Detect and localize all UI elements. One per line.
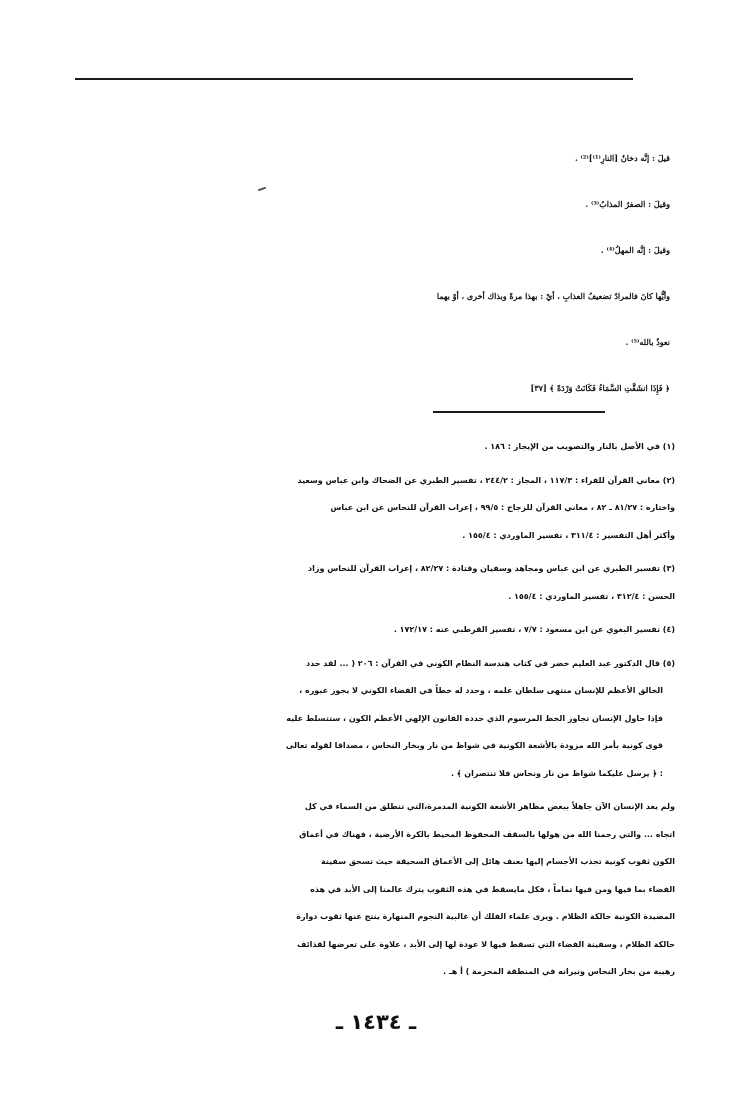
footnote-line: الفضاء بما فيها ومن فيها تماماً ، فكل مايسقط في هذه الثقوب يترك عالمنا إلى الأبد في هذه xyxy=(310,884,675,894)
footnote-separator xyxy=(433,411,605,413)
footnote-line: المصيدة الكونية حالكة الظلام . ويرى علماء الفلك أن غالبية النجوم المنهارة ينتج عنها ثقوب دوارة xyxy=(296,912,675,921)
footnote-line: الكون ثقوب كونية تجذب الأجسام إليها بعنف هائل إلى الأعماق السحيقة حيث تسحق سفينة xyxy=(321,857,675,866)
footnote-line: اتجاه ... والتي رحمنا الله من هولها بالسقف المحفوظ المحيط بالكرة الأرضية ، فهناك في أعماق xyxy=(299,829,675,839)
footnote-line: الحسن : ٣١٢/٤ ، تفسير الماوردي : ١٥٥/٤ . xyxy=(508,591,675,601)
footnote-line: وأكثر أهل التفسير : ٣١١/٤ ، تفسير الماوردي : ١٥٥/٤ . xyxy=(462,530,675,540)
footnote-line: قوى كونية بأمر الله مزودة بالأشعة الكونية في شواظ من نار وبخار النحاس ، مصداقا لقوله تعالى xyxy=(285,741,663,750)
footnote-line: ولم يعد الإنسان الآن جاهلاً ببعض مظاهر الأشعة الكونية المدمرة،التي تنطلق من السماء في كل xyxy=(304,802,675,811)
page-number: ـ ١٤٣٤ ـ xyxy=(335,1010,417,1034)
footnote-5-continued xyxy=(55,793,675,986)
top-rule xyxy=(75,78,633,80)
footnote-5 xyxy=(55,650,675,788)
footnote-line: فإذا حاول الإنسان تجاوز الخط المرسوم الذي حدده القانون الإلهي الأعظم الكون ، ستتسلط عليه xyxy=(286,713,663,723)
footnote-line: واختاره : ٨١/٢٧ ـ ٨٢ ، معاني القرآن للزجاج : ٩٩/٥ ، إعراب القرآن للنحاس عن ابن عباس xyxy=(330,503,675,512)
footnote-line: (١) في الأصل بالنار والتصويب من الإيجاز : ١٨٦ . xyxy=(484,442,675,451)
footnote-line: الخالق الأعظم للإنسان منتهى سلطان علمه ، وحدد له خطاً في الفضاء الكوني لا يجوز عبوره ، xyxy=(299,686,663,695)
footnote-line: (٣) تفسير الطبري عن ابن عباس ومجاهد وسفيان وقتادة : ٨٢/٢٧ ، إعراب القرآن للنحاس وزاد xyxy=(308,564,675,573)
quran-verse: ﴿ فَإِذَا انشَقَّتِ السَّمَاءُ فَكَانَتْ وَرْدَةً ﴾ [٣٧] xyxy=(530,383,670,393)
main-text xyxy=(60,135,670,411)
footnote-line: حالكة الظلام ، وسفينة الفضاء التي تسقط فيها لا عودة لها إلى الأبد ، علاوة على تعرضها لقذائف xyxy=(297,939,675,949)
main-line: وقيلَ : الصفرُ المذابُ⁽³⁾ . xyxy=(585,199,670,209)
footnote-4 xyxy=(55,616,675,644)
footnote-line: (٢) معاني القرآن للفراء : ١١٧/٣ ، المجاز : ٢٤٤/٢ ، تفسير الطبري عن الضحاك وابن عباس وسعيد xyxy=(297,475,675,485)
footnote-line: (٤) تفسير البغوي عن ابن مسعود : ٧/٧ ، تفسير القرطبي عنه : ١٧٢/١٧ . xyxy=(393,625,675,634)
footnotes xyxy=(55,433,675,992)
footnote-line: : ﴿ يرسل عليكما شواظ من نار ونحاس فلا تنتصران ﴾ . xyxy=(450,768,663,778)
main-line: وقيلَ : إنَّه المهلُ⁽⁴⁾ . xyxy=(600,245,670,255)
main-line: وأيُّها كانَ فالمرادُ تضعيفُ العذابِ ، أيْ : بهذا مرةً وبذاك أخرى ، أوْ بهما xyxy=(436,291,670,301)
footnote-2 xyxy=(55,467,675,550)
footnote-3 xyxy=(55,555,675,610)
main-line: نعوذُ بالله⁽⁵⁾ . xyxy=(625,337,670,347)
footnote-1 xyxy=(55,433,675,461)
footnote-line: (٥) قال الدكتور عبد العليم خضر في كتاب هندسة النظام الكوني في القرآن : ٢٠٦ ( ... لقد حدد xyxy=(306,658,675,668)
footnote-line: رهيبة من بخار النحاس ونيرانه في المنطقة المحرمة ) أ هـ . xyxy=(443,967,675,976)
main-line: قيلَ : إنَّه دخانُ [النارِ⁽¹⁾]⁽²⁾ . xyxy=(574,153,670,163)
